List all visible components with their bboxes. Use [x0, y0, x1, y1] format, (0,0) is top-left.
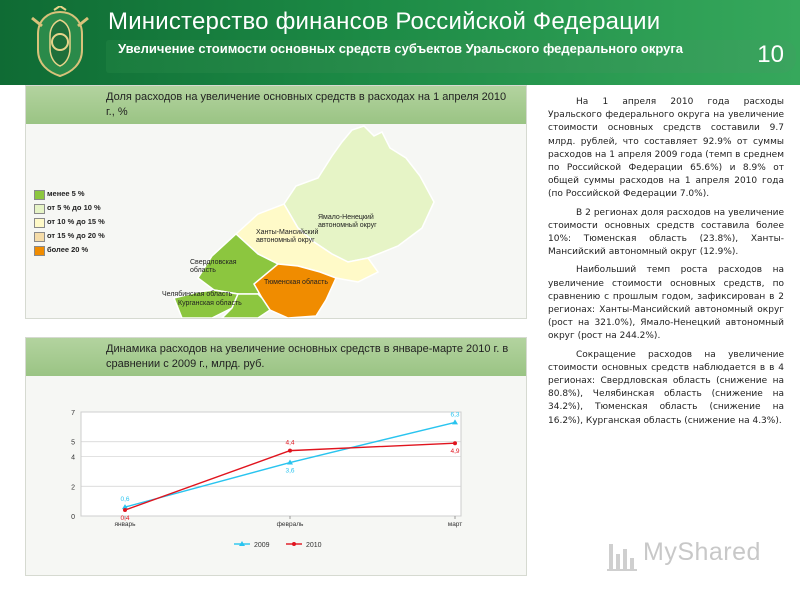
ministry-title: Министерство финансов Российской Федерации [108, 8, 661, 35]
map-label-kurgan: Курганская область [178, 300, 242, 307]
legend-label: более 20 % [47, 245, 89, 254]
map-label-chelyabinsk: Челябинская область [162, 291, 233, 298]
map-label-tyumen: Тюменская область [264, 279, 328, 286]
paragraph: В 2 регионах доля расходов на увеличение стоимости основных средств составила более 10%: Тюменская область (23.8%), Ханты-Мансийский автономный округ (12.9%). [548, 207, 784, 258]
plot-area [81, 412, 461, 516]
chart-panel-header [26, 338, 526, 376]
x-tick-label: январь [114, 521, 136, 528]
paragraph: Сокращение расходов на увеличение стоимости основных средств наблюдается в в 4 регионах: Свердловская область (снижение на 80.8%), Челябинская область (снижение на 34.2%), Тюменская область (снижение на 16.2%), Курганская область (снижение на 4.3%). [548, 349, 784, 426]
legend-label: от 5 % до 10 % [47, 203, 101, 212]
data-label-2010: 0,4 [120, 515, 130, 523]
myshared-logo [607, 538, 767, 574]
body-text [548, 96, 784, 433]
slide-title-bar [106, 40, 796, 73]
legend-label-2009: 2009 [254, 542, 270, 549]
y-tick-label: 4 [71, 454, 75, 462]
header-banner [0, 0, 800, 85]
line-chart [26, 376, 526, 575]
x-tick-label: март [447, 521, 463, 528]
data-point-2010 [288, 449, 292, 453]
data-label-2009: 3,6 [285, 467, 295, 475]
legend-label-2010: 2010 [306, 542, 322, 549]
y-tick-label: 0 [71, 514, 75, 521]
map-panel [25, 85, 527, 319]
y-tick-label: 2 [71, 484, 75, 492]
paragraph: На 1 апреля 2010 года расходы Уральского федерального округа на увеличение стоимости основных средств составили 9.7 млрд. рублей, что составляет 92.9% от суммы расходов на 1 апреля 2009 года (темп в среднем по Российской Федерации 65.6%) и 8.9% от общей суммы расходов на 1 апреля 2010 года (по Российской Федерации 7.0%). [548, 97, 784, 200]
y-tick-label: 5 [71, 439, 75, 447]
map-label-khmao: Ханты-Мансийский автономный округ [256, 229, 319, 244]
x-tick-label: февраль [276, 521, 304, 528]
bar-chart-logo-icon [607, 540, 639, 572]
data-point-2010 [123, 508, 127, 512]
slide-title: Увеличение стоимости основных средств субъектов Уральского федерального округа [118, 41, 683, 56]
legend-marker-2010 [292, 542, 296, 546]
data-label-2009: 0,6 [120, 496, 130, 504]
chart-panel [25, 337, 527, 576]
coat-of-arms-icon [24, 6, 96, 80]
legend-label: от 10 % до 15 % [47, 217, 105, 226]
map-panel-title: Доля расходов на увеличение основных средств в расходах на 1 апреля 2010 г., % [106, 91, 507, 118]
y-tick-label: 7 [71, 410, 75, 417]
page-number: 10 [757, 41, 784, 68]
logo-text: MyShared [643, 538, 761, 566]
paragraph: Наибольший темп роста расходов на увеличение стоимости основных средств, по сравнению с прошлым годом, зафиксирован в 2 регионах: Ханты-Мансийский автономный округ (рост на 321.0%), Ямало-Ненецкий автономный округ (рост на 244.2%). [548, 265, 784, 342]
data-label-2010: 4,4 [285, 439, 295, 447]
legend-label: менее 5 % [47, 189, 85, 198]
legend-label: от 15 % до 20 % [47, 231, 105, 240]
map-label-yamal: Ямало-Ненецкий автономный округ [318, 214, 377, 229]
data-point-2010 [453, 441, 457, 445]
chart-panel-title: Динамика расходов на увеличение основных средств в январе-марте 2010 г. в сравнении с 2009 г., млрд. руб. [106, 343, 509, 370]
map-label-sverdlovsk: Свердловская область [190, 259, 237, 274]
data-label-2010: 4,9 [450, 448, 460, 456]
data-label-2009: 6,3 [450, 411, 460, 419]
